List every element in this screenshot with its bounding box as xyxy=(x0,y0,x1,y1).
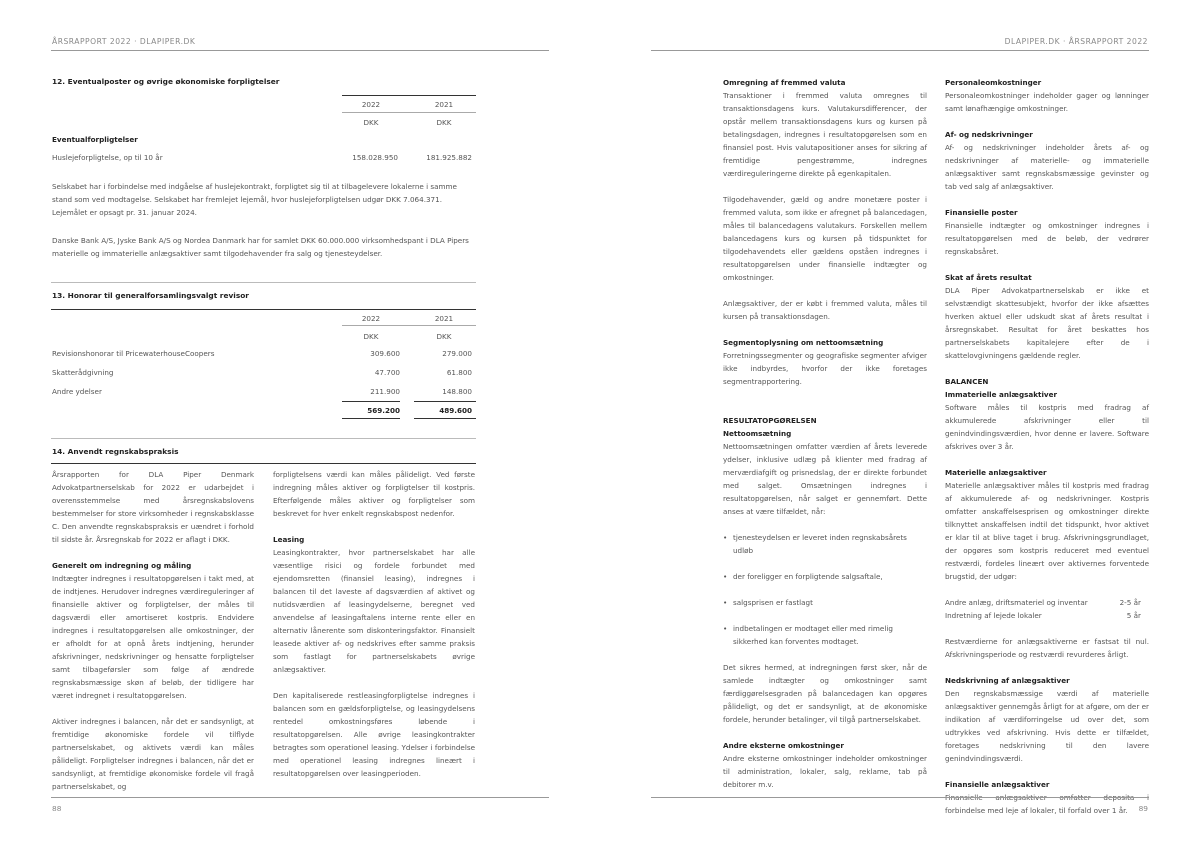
note-12-currency-2022: DKK xyxy=(363,118,379,127)
right-page-number: 89 xyxy=(1138,804,1148,813)
note-14-column-1 xyxy=(52,468,254,793)
right-running-header: DLAPIPER.DK · ÅRSRAPPORT 2022 xyxy=(1004,37,1148,46)
note-14-title: 14. Anvendt regnskabspraksis xyxy=(52,447,179,456)
heading-skat: Skat af årets resultat xyxy=(945,273,1032,282)
heading-finansielle-anlaeg: Finansielle anlægsaktiver xyxy=(945,780,1050,789)
bullet-item: • der foreligger en forpligtende salgsaftale, xyxy=(723,572,883,581)
note-14-general-paragraph-2: Aktiver indregnes i balancen, når det er sandsynligt, at fremtidige økonomiske fordele vil tilflyde partnerselskabet, og aktivets værdi kan måles pålideligt. Forpligtelser indregnes i balancen, når det er sandsynligt, at fremtidige økonomiske fordele vil fragå partnerselskabet, og xyxy=(52,717,254,791)
valuta-paragraph-2: Tilgodehavender, gæld og andre monetære poster i fremmed valuta, som ikke er afregnet på balancedagen, måles til balancedagens valutakurs. Forskellen mellem balancedagens kurs og kursen på tidspunktet for tilgodehavendets eller gældens opståen indregnes i resultatopgørelsen under finansielle indtægter og omkostninger. xyxy=(723,195,927,282)
materielle-paragraph: Materielle anlægsaktiver måles til kostpris med fradrag af akkumulerede af- og nedskrivninger. Kostpris omfatter anskaffelsesprisen og omkostninger direkte tilknyttet anskaffelsen indtil det tidspunkt, hvor aktivet er klar til at blive taget i brug. Afskrivningsgrundlaget, der opgøres som kostpris reduceret med eventuel restværdi, fordeles lineært over aktivernes forventede brugstid, der udgør: xyxy=(945,481,1149,581)
note-12-currency-2021: DKK xyxy=(436,118,452,127)
right-footer-rule xyxy=(651,797,1149,798)
bullet-dot: • xyxy=(723,624,728,633)
finansielle-poster-paragraph: Finansielle indtægter og omkostninger indregnes i resultatopgørelsen med de beløb, der vedrører regnskabsåret. xyxy=(945,221,1149,256)
note-13-total-rule-2021 xyxy=(414,401,476,402)
left-running-header: ÅRSRAPPORT 2022 · DLAPIPER.DK xyxy=(52,37,196,46)
note-12-title: 12. Eventualposter og øvrige økonomiske forpligtelser xyxy=(52,77,280,86)
note-14-divider xyxy=(51,438,476,439)
note-14-heading-leasing: Leasing xyxy=(273,535,305,544)
eksterne-paragraph: Andre eksterne omkostninger indeholder omkostninger til administration, lokaler, salg, reklame, tab på debitorer m.v. xyxy=(723,754,927,789)
valuta-paragraph-1: Transaktioner i fremmed valuta omregnes til transaktionsdagens kurs. Valutakursdifferencer, der opstår mellem transaktionsdagens kurs og kursen på betalingsdagen, indregnes i resultatopgørelsen som en finansiel post. Hvis valutapositioner anses for sikring af fremtidige pengestrømme, indregnes værdireguleringerne direkte på egenkapitalen. xyxy=(723,91,927,178)
note-14-leasing-paragraph-2: Den kapitaliserede restleasingforpligtelse indregnes i balancen som en gældsforpligtelse, og leasingydelsens rentedel omkostningsføres løbende i resultatopgørelsen. Alle øvrige leasingkontrakter betragtes som operationel leasing. Ydelser i forbindelse med operationel leasing indregnes lineært i resultatopgørelsen over leasingperioden. xyxy=(273,691,475,778)
note-13-row-label: Skatterådgivning xyxy=(52,368,114,377)
right-column-2 xyxy=(945,76,1149,817)
segment-paragraph: Forretningssegmenter og geografiske segmenter afviger ikke indbyrdes, hvorfor der ikke foretages segmentrapportering. xyxy=(723,351,927,386)
note-14-intro: Årsrapporten for DLA Piper Denmark Advokatpartnerselskab for 2022 er udarbejdet i overensstemmelse med årsregnskabslovens bestemmelser for store virksomheder i regnskabsklasse C. Den anvendte regnskabspraksis er uændret i forhold til sidste år. Årsregnskab for 2022 er aflagt i DKK. xyxy=(52,470,254,544)
nettoomsaetning-paragraph-2: Det sikres hermed, at indregningen først sker, når de samlede indtægter og omkostninger samt færdiggørelsesgraden på balancedagen kan opgøres pålideligt, og det er sandsynligt, at de økonomiske fordele, herunder betalinger, vil tilgå partnerselskabet. xyxy=(723,663,927,724)
depreciation-row xyxy=(945,596,1141,609)
af-ned-paragraph: Af- og nedskrivninger indeholder årets af- og nedskrivninger af materielle- og immaterielle anlægsaktiver samt regnskabsmæssige gevinster og tab ved salg af anlægsaktiver. xyxy=(945,143,1149,191)
heading-materielle: Materielle anlægsaktiver xyxy=(945,468,1047,477)
note-13-divider xyxy=(51,282,476,283)
note-12-paragraph-2: Danske Bank A/S, Jyske Bank A/S og Nordea Danmark har for samlet DKK 60.000.000 virksomhedspant i DLA Pipers materielle og immaterielle anlægsaktiver samt tilgodehavender fra salg og tjenesteydelser. xyxy=(52,236,469,258)
note-12-subheading: Eventualforpligtelser xyxy=(52,135,138,144)
note-13-row-value-2021: 148.800 xyxy=(442,387,472,396)
depreciation-value: 2-5 år xyxy=(1119,598,1141,607)
note-13-row-value-2021: 61.800 xyxy=(446,368,472,377)
left-page-number: 88 xyxy=(52,804,62,813)
heading-nettoomsaetning: Nettoomsætning xyxy=(723,429,792,438)
note-12-row-label: Huslejeforpligtelse, op til 10 år xyxy=(52,153,163,162)
note-13-title: 13. Honorar til generalforsamlingsvalgt revisor xyxy=(52,291,249,300)
heading-valuta: Omregning af fremmed valuta xyxy=(723,78,846,87)
heading-resultatopgorelsen: RESULTATOPGØRELSEN xyxy=(723,416,817,425)
bullet-dot: • xyxy=(723,598,728,607)
note-13-row-value-2021: 279.000 xyxy=(442,349,472,358)
heading-nedskrivning: Nedskrivning af anlægsaktiver xyxy=(945,676,1070,685)
heading-balancen: BALANCEN xyxy=(945,377,989,386)
note-14-column-2 xyxy=(273,468,475,780)
note-13-currency-2021: DKK xyxy=(436,332,452,341)
right-column-1 xyxy=(723,76,927,791)
bullet-item: • tjenesteydelsen er leveret inden regnskabsårets udløb xyxy=(723,533,907,555)
note-13-total-under-2022 xyxy=(342,418,400,419)
note-13-year-2021: 2021 xyxy=(434,314,454,323)
note-14-leasing-paragraph-1: Leasingkontrakter, hvor partnerselskabet har alle væsentlige risici og fordele forbundet med ejendomsretten (finansiel leasing), indregnes i balancen til det laveste af dagsværdien af aktivet og nutidsværdien af leasingydelserne, beregnet ved anvendelse af leasingaftalens interne rente eller en alternativ lånerente som diskonteringsfaktor. Finansielt leasede aktiver af- og nedskrives efter samme praksis som fastlagt for partnerselskabets øvrige anlægsaktiver. xyxy=(273,548,475,674)
left-footer-rule xyxy=(51,797,549,798)
note-12-row-value-2021: 181.925.882 xyxy=(426,153,472,162)
personale-paragraph: Personaleomkostninger indeholder gager og lønninger samt lønafhængige omkostninger. xyxy=(945,91,1149,113)
finansielle-anlaeg-paragraph: forbindelse med leje af lokaler, til forfald over 1 år. xyxy=(945,806,1128,815)
note-13-total-2021: 489.600 xyxy=(439,406,472,415)
note-13-total-2022: 569.200 xyxy=(367,406,400,415)
heading-personale: Personaleomkostninger xyxy=(945,78,1042,87)
nettoomsaetning-paragraph: Nettoomsætningen omfatter værdien af årets leverede ydelser, inklusive udlæg på klienter med fradrag af merværdiafgift og prisnedslag, der er direkte forbundet med salget. Omsætningen indregnes i resultatopgørelsen, når salget er gennemført. Dette anses at være tilfældet, når: xyxy=(723,442,927,516)
note-13-row-label: Andre ydelser xyxy=(52,387,102,396)
restvaerdi-paragraph: Restværdierne for anlægsaktiverne er fastsat til nul. Afskrivningsperiode og restværdi revurderes årligt. xyxy=(945,637,1149,659)
note-13-table-top-rule xyxy=(51,309,476,310)
valuta-paragraph-3: Anlægsaktiver, der er købt i fremmed valuta, måles til kursen på transaktionsdagen. xyxy=(723,299,927,321)
note-12-row-value-2022: 158.028.950 xyxy=(352,153,398,162)
depreciation-label: Indretning af lejede lokaler xyxy=(945,611,1042,620)
note-13-total-under-2021 xyxy=(414,418,476,419)
note-13-row-label: Revisionshonorar til PricewaterhouseCoopers xyxy=(52,349,215,358)
right-header-rule xyxy=(651,50,1149,51)
skat-paragraph: DLA Piper Advokatpartnerselskab er ikke et selvstændigt skattesubjekt, hvorfor der ikke afsættes hverken aktuel eller udskudt skat af årets resultat i årsregnskabet. Resultat for året beskattes hos partnerselskabets kapitalejere efter de i skattelovgivningens gældende regler. xyxy=(945,286,1149,360)
note-13-row-value-2022: 47.700 xyxy=(374,368,400,377)
bullet-dot: • xyxy=(723,533,728,542)
note-12-year-2022: 2022 xyxy=(361,100,381,109)
heading-af-ned: Af- og nedskrivninger xyxy=(945,130,1033,139)
note-13-year-2022: 2022 xyxy=(361,314,381,323)
heading-segment: Segmentoplysning om nettoomsætning xyxy=(723,338,884,347)
depreciation-row xyxy=(945,609,1141,622)
heading-immaterielle: Immaterielle anlægsaktiver xyxy=(945,390,1058,399)
note-13-row-value-2022: 309.600 xyxy=(370,349,400,358)
heading-finansielle-poster: Finansielle poster xyxy=(945,208,1018,217)
note-13-row-value-2022: 211.900 xyxy=(370,387,400,396)
nedskrivning-paragraph: Den regnskabsmæssige værdi af materielle anlægsaktiver gennemgås årligt for at afgøre, om der er indikation af værdiforringelse ud over det, som udtrykkes ved afskrivning. Hvis dette er tilfældet, foretages nedskrivning til den lavere genindvindingsværdi. xyxy=(945,689,1149,763)
immaterielle-paragraph: Software måles til kostpris med fradrag af akkumulerede afskrivninger eller til genindvindingsværdien, hvor denne er lavere. Software afskrives over 3 år. xyxy=(945,403,1149,451)
bullet-item: • indbetalingen er modtaget eller med rimelig sikkerhed kan forventes modtaget. xyxy=(723,624,893,646)
note-12-paragraph-1: Selskabet har i forbindelse med indgåelse af huslejekontrakt, forpligtet sig til at tilbagelevere lokalerne i samme stand som ved modtagelse. Selskabet har fremlejet lejemål, hvor huslejeforpligtelsen udgør DKK 7.064.371. Lejemålet er opsagt pr. 31. januar 2024. xyxy=(52,182,457,217)
bullet-dot: • xyxy=(723,572,728,581)
note-14-general-paragraph-1: Indtægter indregnes i resultatopgørelsen i takt med, at de indtjenes. Herudover indregnes værdireguleringer af finansielle aktiver og forpligtelser, der måles til dagsværdi eller amortiseret kostpris. Endvidere indregnes i resultatopgørelsen alle omkostninger, der er afholdt for at opnå årets indtjening, herunder afskrivninger, nedskrivninger og hensatte forpligtelser samt tilbageførsler som følge af ændrede regnskabsmæssige skøn af beløb, der tidligere har været indregnet i resultatopgørelsen. xyxy=(52,574,254,700)
note-13-total-rule-2022 xyxy=(342,401,400,402)
note-12-year-2021: 2021 xyxy=(434,100,454,109)
bullet-item: • salgsprisen er fastlagt xyxy=(723,598,813,607)
heading-eksterne: Andre eksterne omkostninger xyxy=(723,741,844,750)
depreciation-value: 5 år xyxy=(1126,611,1141,620)
note-14-heading-general: Generelt om indregning og måling xyxy=(52,561,192,570)
left-header-rule xyxy=(51,50,549,51)
note-13-year-rule xyxy=(342,325,476,326)
note-14-measurement-paragraph: forpligtelsens værdi kan måles pålideligt. Ved første indregning måles aktiver og forpligtelser til kostpris. Efterfølgende måles aktiver og forpligtelser som beskrevet for hver enkelt regnskabspost nedenfor. xyxy=(273,470,475,518)
note-14-rule xyxy=(51,463,476,464)
depreciation-label: Andre anlæg, driftsmateriel og inventar xyxy=(945,598,1088,607)
note-13-currency-2022: DKK xyxy=(363,332,379,341)
